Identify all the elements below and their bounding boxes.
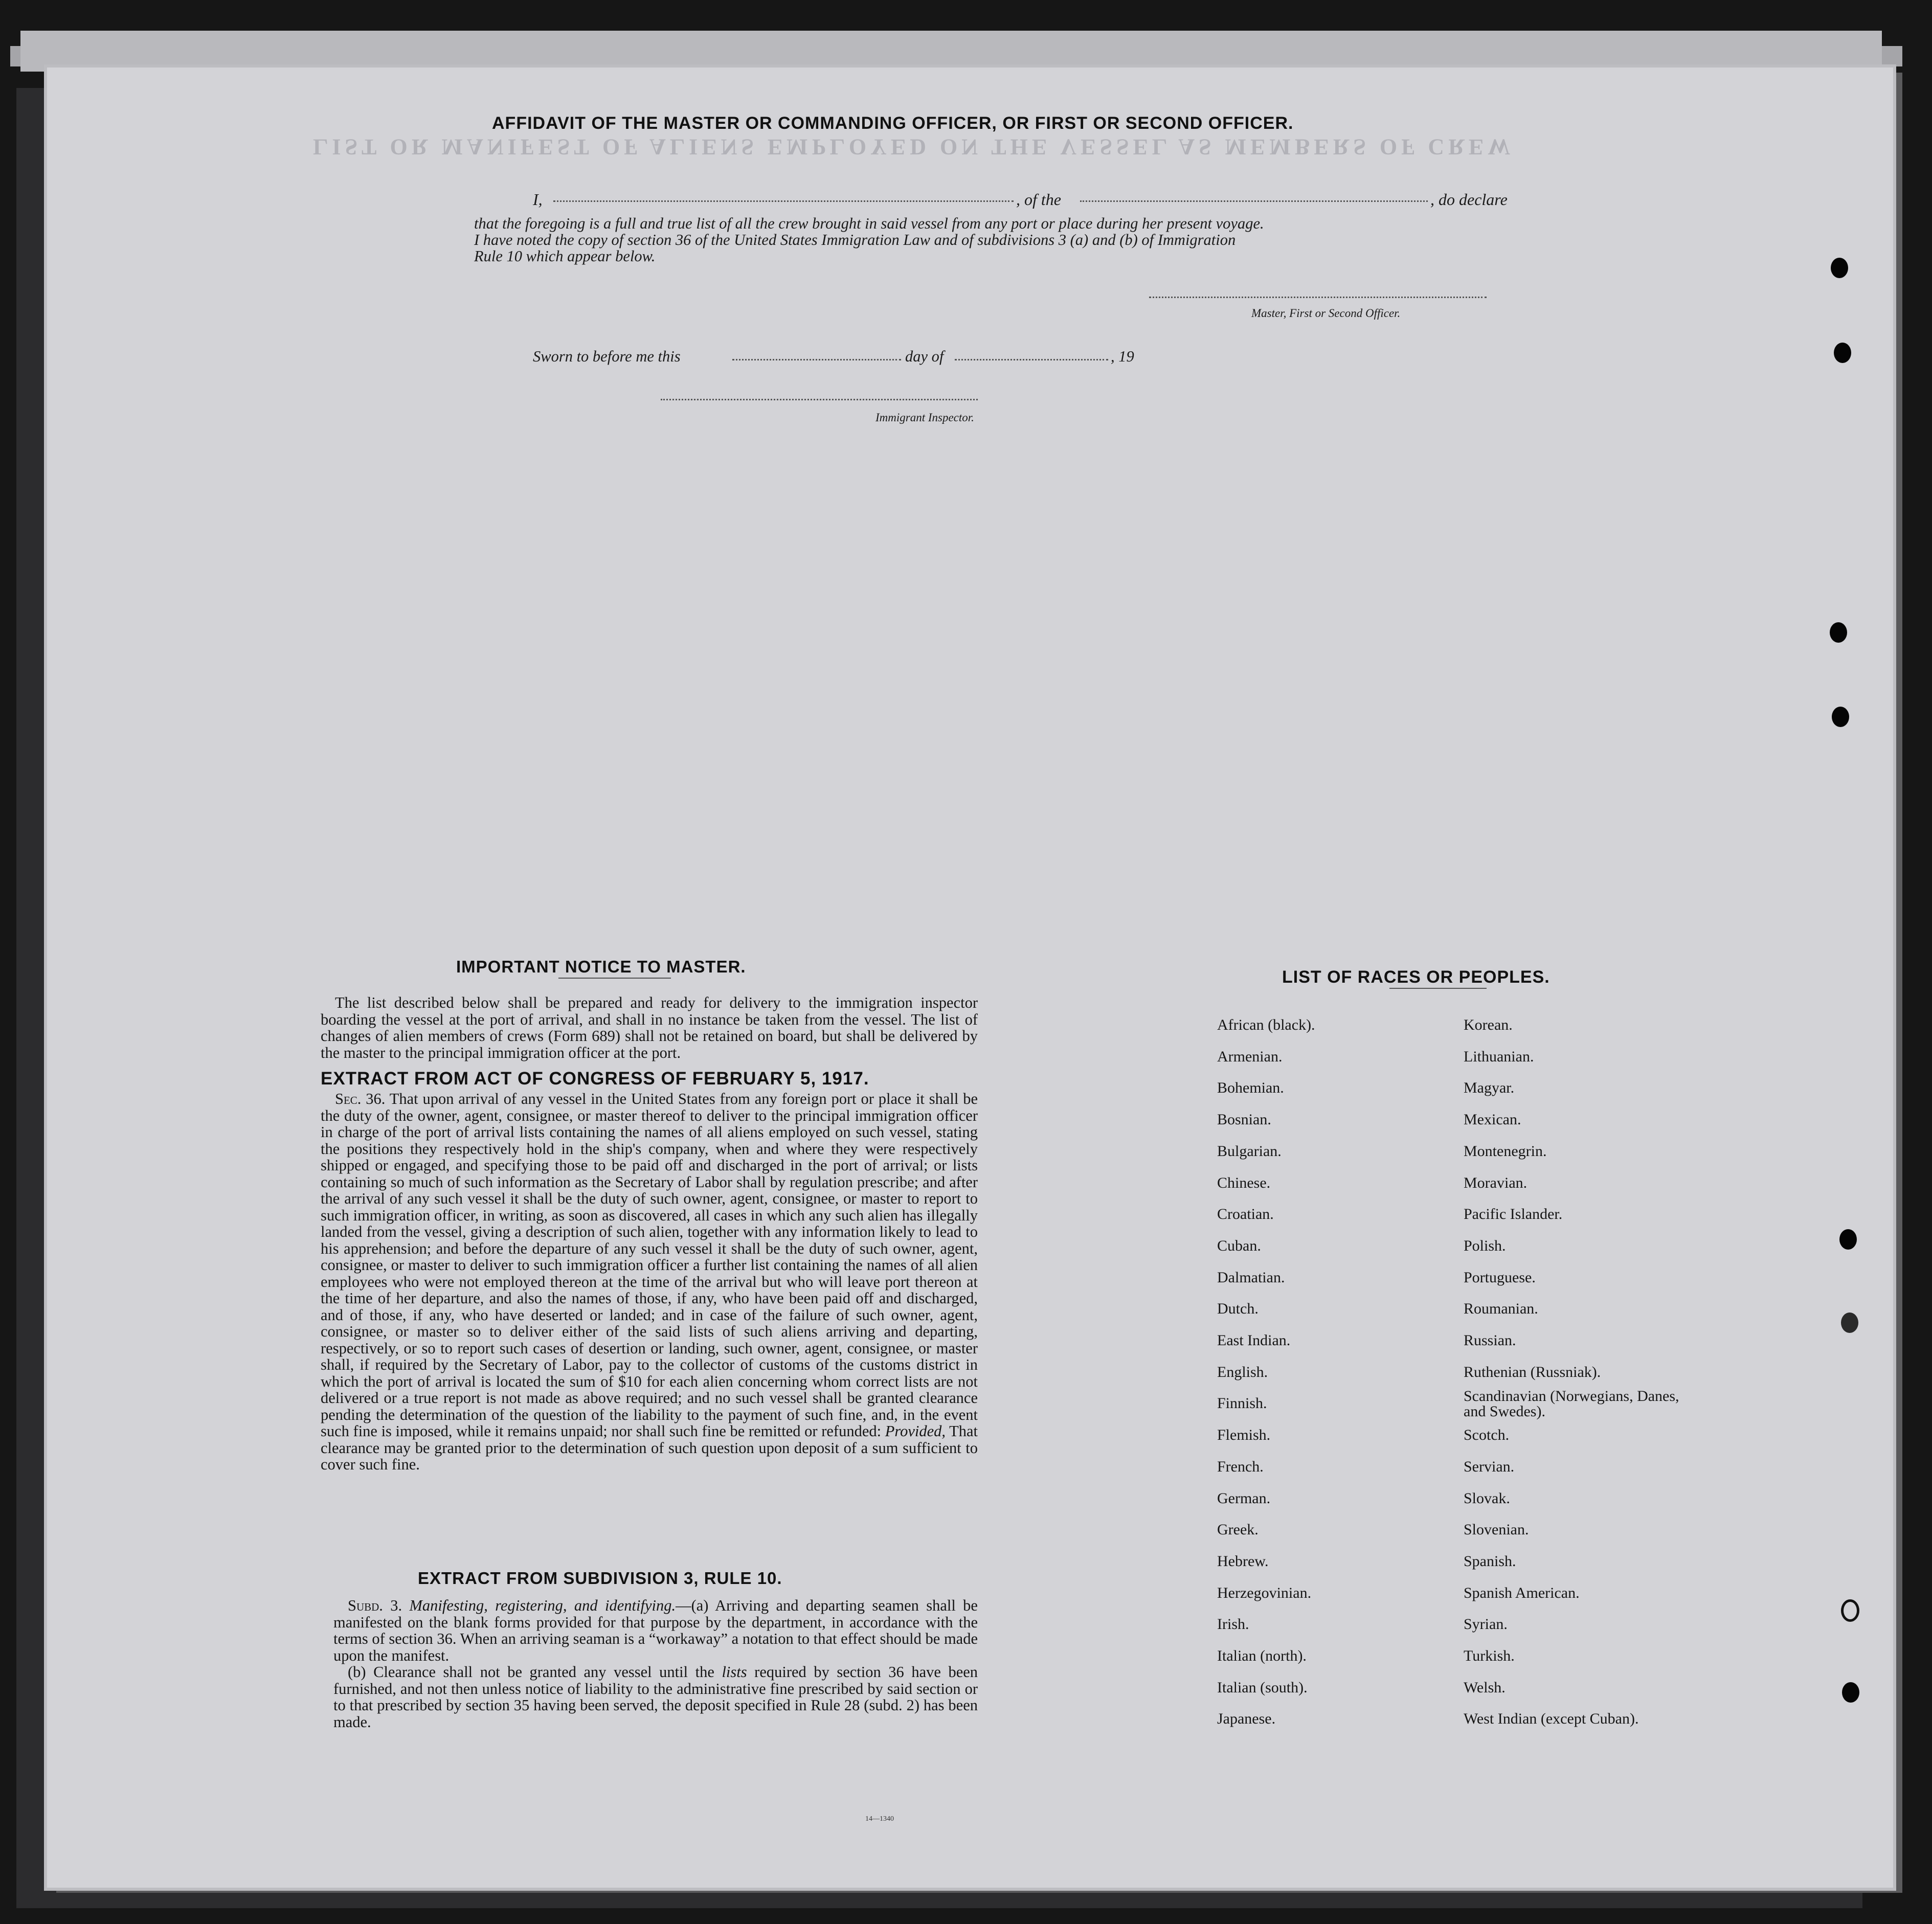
race-item: Russian. <box>1464 1332 1516 1349</box>
race-item: Scandinavian (Norwegians, Danes, and Swedes). <box>1464 1388 1679 1420</box>
race-item: Hebrew. <box>1217 1552 1269 1570</box>
page-stack-edge <box>19 450 35 1677</box>
race-item: East Indian. <box>1217 1332 1291 1349</box>
race-item: Slovak. <box>1464 1489 1510 1507</box>
race-item: African (black). <box>1217 1016 1315 1033</box>
vessel-name-blank[interactable] <box>1080 200 1428 202</box>
punch-hole-icon <box>1841 1599 1859 1622</box>
act-body <box>321 1091 978 1473</box>
rule-paragraph-a <box>333 1597 978 1664</box>
officer-signature-label: Master, First or Second Officer. <box>1251 307 1401 320</box>
punch-hole-icon <box>1831 258 1848 278</box>
race-item: Syrian. <box>1464 1616 1508 1633</box>
race-item: Montenegrin. <box>1464 1142 1547 1160</box>
inspector-signature-blank[interactable] <box>661 399 978 400</box>
proviso-text: That clearance may be granted prior to the determination of such question upon deposit of a sum sufficient to cover such fine. <box>321 1422 978 1473</box>
sworn-month-blank[interactable] <box>955 359 1108 360</box>
race-item: Spanish. <box>1464 1552 1516 1570</box>
sec-label: Sec. 36. <box>335 1090 386 1107</box>
rule-body <box>333 1597 978 1730</box>
sworn-label: Sworn to before me this <box>533 348 681 365</box>
race-item: Armenian. <box>1217 1048 1283 1065</box>
race-item: Cuban. <box>1217 1237 1261 1254</box>
race-item: Spanish American. <box>1464 1584 1580 1601</box>
affidavit-line-2: that the foregoing is a full and true list of all the crew brought in said vessel from any port or place during her present voyage. <box>474 215 1264 232</box>
race-item: Bulgarian. <box>1217 1142 1282 1160</box>
race-item: Slovenian. <box>1464 1521 1529 1538</box>
punch-hole-icon <box>1839 1229 1857 1250</box>
race-item: Croatian. <box>1217 1206 1274 1223</box>
races-heading: LIST OF RACES OR PEOPLES. <box>1282 967 1550 987</box>
sworn-day-blank[interactable] <box>732 359 901 360</box>
race-item: Dalmatian. <box>1217 1269 1285 1286</box>
rule-heading: EXTRACT FROM SUBDIVISION 3, RULE 10. <box>418 1569 782 1588</box>
rule-paragraph-b <box>333 1664 978 1730</box>
sec-text: That upon arrival of any vessel in the United States from any foreign port or place it shall be the duty of the owner, agent, consignee, or master thereof to deliver to the principal immigration officer in charge of the port of arrival lists containing the names of all aliens employed on such vessel, stating the positions they respectively hold in the ship's company, when and where they were respectively shipped or engaged, and specifying those to be paid off and discharged in the port of arrival; or lists containing so much of such information as the Secretary of Labor shall by regulation prescribe; and after the arrival of any such vessel it shall be the duty of such owner, agent, consignee, or master to report to such immigration officer, in writing, as soon as discovered, all cases in which any such alien has illegally landed from the vessel, giving a description of such alien, together with any information likely to lead to his apprehension; and before the departure of any such vessel it shall be the duty of such owner, agent, consignee, or master to deliver to such immigration officer a further list containing the names of all alien employees who were not employed thereon at the time of the arrival but who will leave port thereon at the time of her departure, and also the names of those, if any, who have been paid off and discharged, and of those, if any, who have deserted or landed; and in case of the failure of such owner, agent, consignee, or master so to deliver either of the said lists of such aliens arriving and departing, respectively, or so to report such cases of desertion or landing, such owner, agent, consignee, or master shall, if required by the Secretary of Labor, pay to the collector of customs of the customs district in which the port of arrival is located the sum of $10 for each alien concerning whom correct lists are not delivered or a true report is not made as above required; and no such vessel shall be granted clearance pending the determination of the question of the liability to the payment of such fine, and, in the event such fine is imposed, while it remains unpaid; nor shall such fine be remitted or refunded: <box>321 1090 978 1440</box>
affidavit-of-the-label: , of the <box>1016 190 1061 209</box>
race-item: French. <box>1217 1458 1264 1475</box>
punch-hole-icon <box>1834 343 1851 363</box>
affidavit-line-3: I have noted the copy of section 36 of the United States Immigration Law and of subdivisions 3 (a) and (b) of Immigration <box>474 231 1236 248</box>
inspector-label: Immigrant Inspector. <box>875 411 974 424</box>
divider <box>1389 988 1487 989</box>
race-item: Roumanian. <box>1464 1300 1538 1318</box>
form-number: 14—1340 <box>865 1815 894 1823</box>
subd-label: Subd. 3. <box>348 1597 402 1614</box>
subd-a-text: —(a) Arriving and departing seamen shall be manifested on the blank forms provided for that purpose by the department, in accordance with the terms of section 36. When an arriving seaman is a “workaway” a notation to that effect should be made upon the manifest. <box>333 1597 978 1664</box>
subd-b-lists: lists <box>722 1663 747 1681</box>
master-name-blank[interactable] <box>553 200 1014 202</box>
race-item: Korean. <box>1464 1016 1513 1033</box>
race-item: Chinese. <box>1217 1174 1271 1191</box>
race-item: Moravian. <box>1464 1174 1527 1191</box>
punch-hole-icon <box>1830 622 1847 643</box>
sworn-year-label: , 19 <box>1111 348 1134 365</box>
race-item: Welsh. <box>1464 1679 1506 1696</box>
race-item: Ruthenian (Russniak). <box>1464 1363 1601 1380</box>
race-item: Magyar. <box>1464 1079 1515 1097</box>
affidavit-line-4: Rule 10 which appear below. <box>474 247 656 265</box>
race-item: Scotch. <box>1464 1427 1510 1444</box>
race-item: Bohemian. <box>1217 1079 1284 1097</box>
act-paragraph <box>321 1091 978 1473</box>
races-left-column <box>1217 1009 1315 1735</box>
race-item: Mexican. <box>1464 1111 1521 1128</box>
subd-title: Manifesting, registering, and identifying. <box>409 1597 676 1614</box>
race-item: German. <box>1217 1489 1271 1507</box>
notice-body <box>321 994 978 1061</box>
race-item: Greek. <box>1217 1521 1259 1538</box>
sworn-day-of-label: day of <box>905 348 944 365</box>
race-item: Herzegovinian. <box>1217 1584 1312 1601</box>
divider <box>558 978 671 979</box>
punch-hole-icon <box>1841 1312 1858 1333</box>
race-item: Japanese. <box>1217 1710 1276 1728</box>
race-item: Dutch. <box>1217 1300 1259 1318</box>
race-item: Italian (north). <box>1217 1647 1307 1665</box>
manifest-sheet <box>47 67 1893 1888</box>
punch-hole-icon <box>1842 1682 1859 1703</box>
subd-b-prefix: (b) Clearance shall not be granted any vessel until the <box>348 1663 714 1681</box>
race-item: Irish. <box>1217 1616 1249 1633</box>
affidavit-i-label: I, <box>533 190 543 209</box>
page-stack-edge <box>20 31 1882 72</box>
race-item: Polish. <box>1464 1237 1506 1254</box>
race-item: Bosnian. <box>1217 1111 1271 1128</box>
race-item: Pacific Islander. <box>1464 1206 1563 1223</box>
race-item: Servian. <box>1464 1458 1515 1475</box>
race-item: Italian (south). <box>1217 1679 1308 1696</box>
races-right-column <box>1464 1009 1699 1735</box>
race-item: English. <box>1217 1363 1268 1380</box>
affidavit-declare-label: , do declare <box>1430 190 1508 209</box>
act-heading: EXTRACT FROM ACT OF CONGRESS OF FEBRUARY 5, 1917. <box>321 1069 869 1089</box>
proviso-label: Provided, <box>885 1422 946 1440</box>
notice-heading: IMPORTANT NOTICE TO MASTER. <box>456 957 746 976</box>
race-item: Lithuanian. <box>1464 1048 1534 1065</box>
race-item: West Indian (except Cuban). <box>1464 1710 1639 1728</box>
subd-b-text: required by section 36 have been furnished, and not then unless notice of liability to the administrative fine prescribed by said section or to that prescribed by section 35 having been served, the deposit specified in Rule 28 (subd. 2) has been made. <box>333 1663 978 1731</box>
race-item: Flemish. <box>1217 1427 1271 1444</box>
notice-paragraph: The list described below shall be prepared and ready for delivery to the immigration inspector boarding the vessel at the port of arrival, and shall in no instance be taken from the vessel. The list of changes of alien members of crews (Form 689) shall not be retained on board, but shall be delivered by the master to the principal immigration officer at the port. <box>321 994 978 1061</box>
punch-hole-icon <box>1832 707 1849 727</box>
officer-signature-blank[interactable] <box>1149 297 1487 298</box>
race-item: Portuguese. <box>1464 1269 1536 1286</box>
bleed-through-header: LIST OR MANIFEST OF ALIENS EMPLOYED ON THE VESSEL AS MEMBERS OF CREW <box>313 134 1515 160</box>
race-item: Turkish. <box>1464 1647 1515 1665</box>
race-item: Finnish. <box>1217 1395 1267 1412</box>
affidavit-title: AFFIDAVIT OF THE MASTER OR COMMANDING OFFICER, OR FIRST OR SECOND OFFICER. <box>492 114 1294 133</box>
